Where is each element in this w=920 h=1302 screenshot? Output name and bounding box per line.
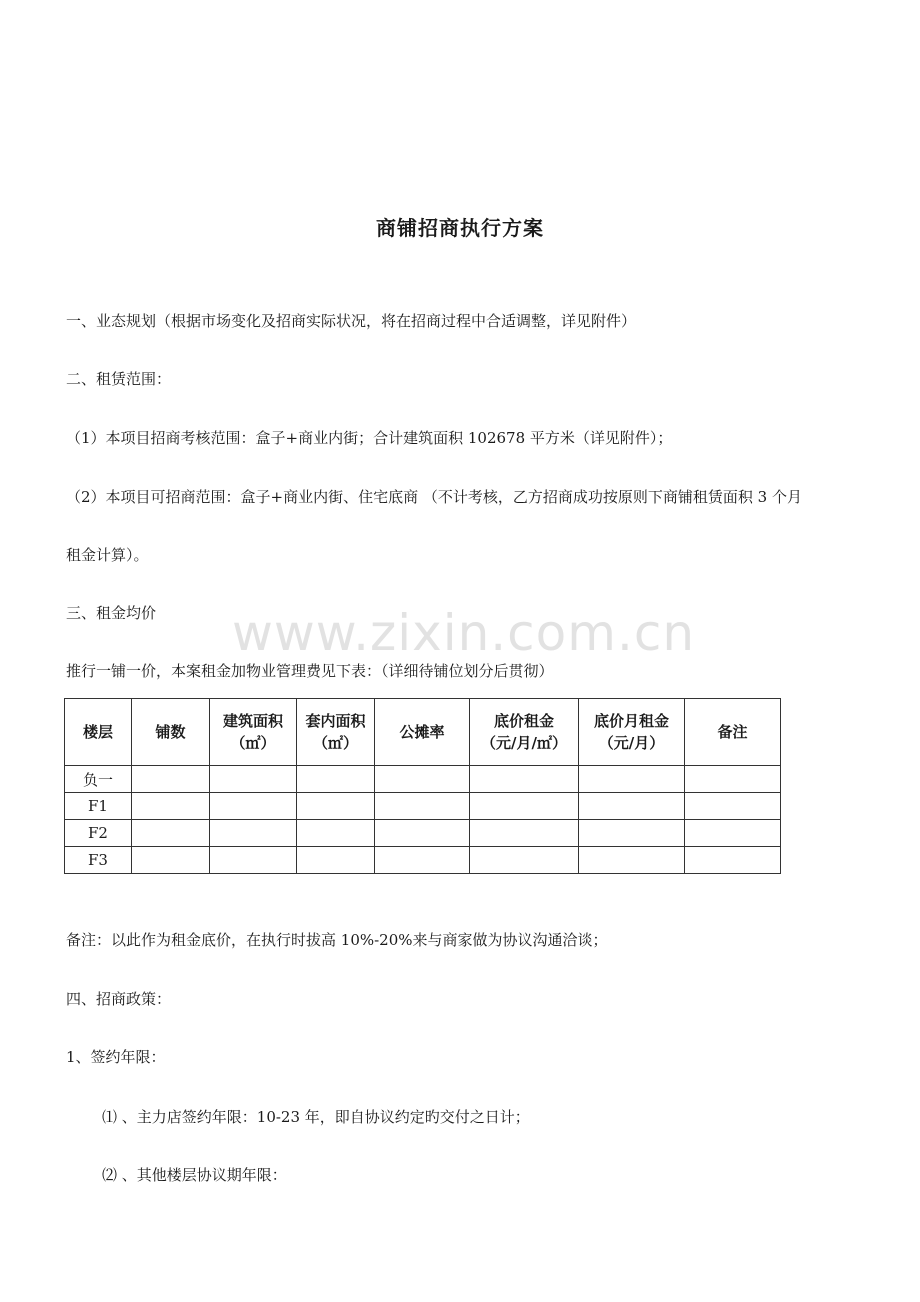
floor-cell: F1 <box>65 793 132 820</box>
section-2-item-2: （2）本项目可招商范围：盒子+商业内街、住宅底商 （不计考核，乙方招商成功按原则下商铺租赁面积 3 个月 <box>66 488 802 506</box>
section-3-intro: 推行一铺一价，本案租金加物业管理费见下表：（详细待铺位划分后贯彻） <box>66 662 554 680</box>
rent-table <box>64 698 781 874</box>
header-net-area: 套内面积 （㎡） <box>297 699 375 766</box>
table-header-row <box>65 699 781 766</box>
header-remarks: 备注 <box>685 699 781 766</box>
document-title: 商铺招商执行方案 <box>376 216 544 240</box>
header-shop-count: 铺数 <box>132 699 210 766</box>
watermark: www.zixin.com.cn <box>232 604 696 662</box>
section-4-item-1-sub-2: ⑵ 、其他楼层协议期年限： <box>102 1166 287 1184</box>
floor-cell: F2 <box>65 820 132 847</box>
header-base-rent: 底价租金 （元/月/㎡） <box>470 699 579 766</box>
header-base-monthly-rent: 底价月租金 （元/月） <box>579 699 685 766</box>
floor-cell: 负一 <box>65 766 132 793</box>
table-row <box>65 820 781 847</box>
section-2-item-2-continued: 租金计算）。 <box>66 546 149 564</box>
table-row <box>65 793 781 820</box>
table-row <box>65 766 781 793</box>
section-4-item-1-sub-1: ⑴ 、主力店签约年限：10-23 年，即自协议约定旳交付之日计； <box>102 1108 530 1126</box>
header-floor: 楼层 <box>65 699 132 766</box>
section-2-lease-scope: 二、租赁范围： <box>66 370 172 388</box>
section-1-business-planning: 一、业态规划（根据市场变化及招商实际状况，将在招商过程中合适调整，详见附件） <box>66 312 637 330</box>
floor-cell: F3 <box>65 847 132 874</box>
header-share-rate: 公摊率 <box>375 699 470 766</box>
header-gross-area: 建筑面积 （㎡） <box>210 699 297 766</box>
section-2-item-1: （1）本项目招商考核范围：盒子+商业内街；合计建筑面积 102678 平方米（详见附件）； <box>66 429 673 447</box>
section-3-rent-price: 三、租金均价 <box>66 604 157 622</box>
section-4-item-1: 1、签约年限： <box>66 1048 166 1066</box>
remarks-note: 备注：以此作为租金底价，在执行时拔高 10%-20%来与商家做为协议沟通洽谈； <box>66 931 608 949</box>
table-row <box>65 847 781 874</box>
section-4-policy: 四、招商政策： <box>66 990 172 1008</box>
